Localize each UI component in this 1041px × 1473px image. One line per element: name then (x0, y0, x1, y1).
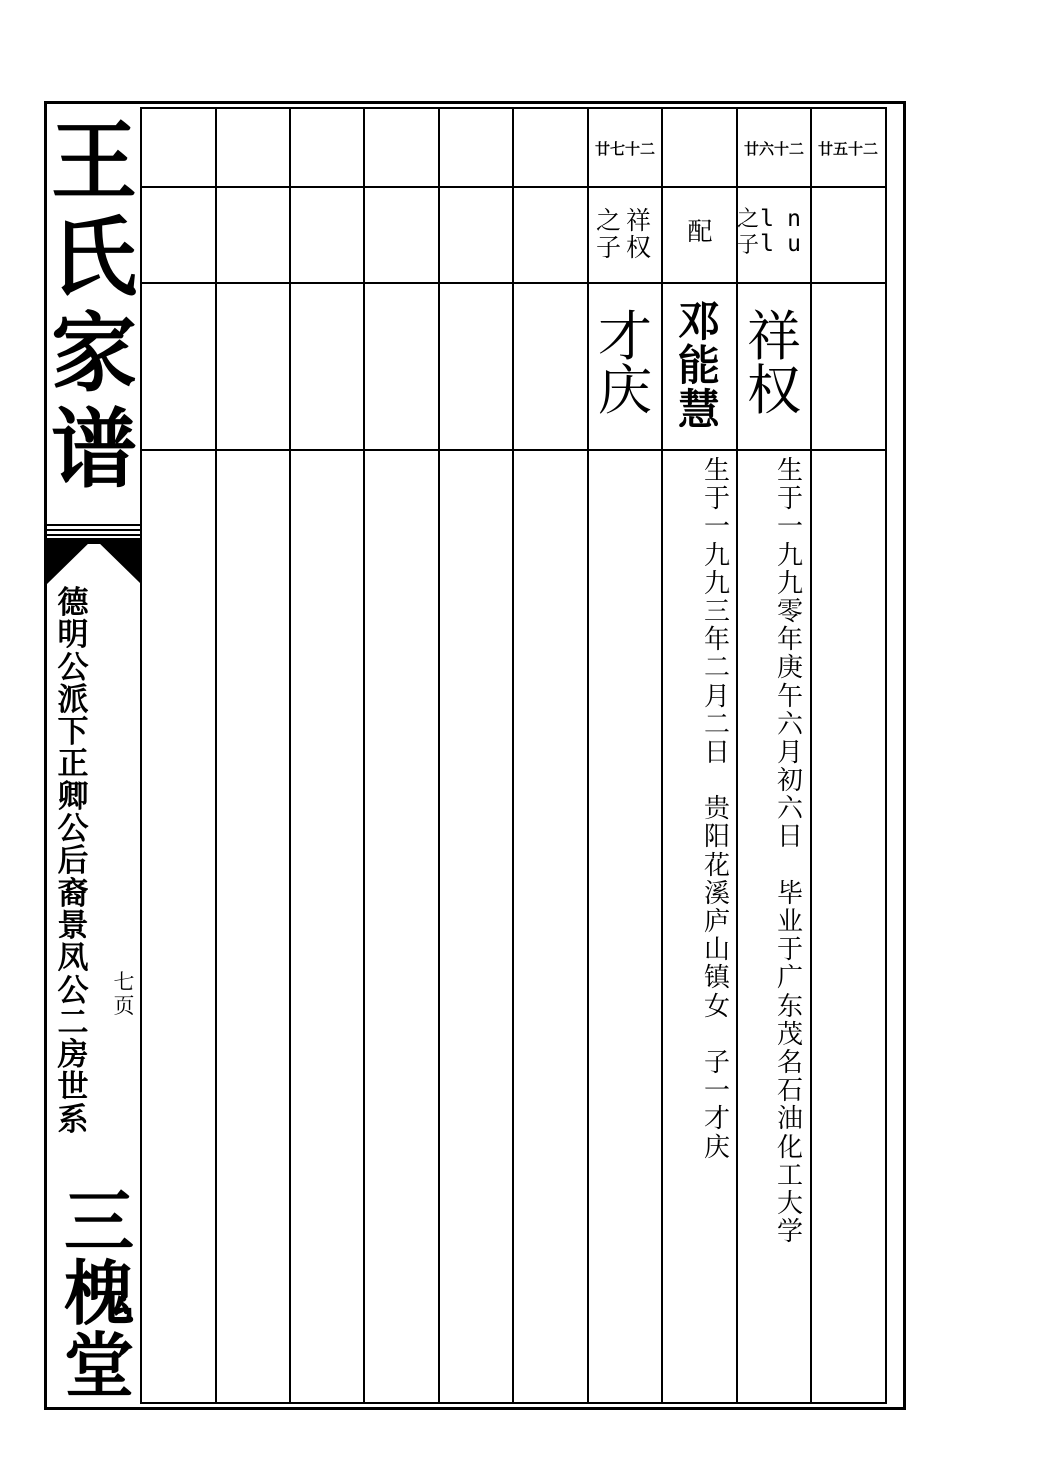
spouse-biography-char: 三 (703, 596, 730, 627)
person-name-xiangquan-char: 权 (747, 359, 801, 422)
xiangquan-biography-char: 庚 (776, 653, 803, 684)
spouse-biography-char: 二 (703, 709, 730, 740)
spouse-biography-char: 年 (703, 625, 730, 656)
spouse-biography-char: 溪 (703, 878, 730, 909)
subtitle-char: 派 (57, 681, 89, 718)
xiangquan-biography-char: 午 (776, 681, 803, 712)
xiangquan-biography-char: 月 (776, 737, 803, 768)
xiangquan-biography-char: 大 (776, 1188, 803, 1219)
person-name-xiangquan-char: 祥 (747, 305, 801, 368)
subtitle-char: 德 (57, 585, 89, 621)
xiangquan-biography-char: 九 (776, 568, 803, 599)
subtitle-char: 正 (57, 746, 89, 783)
spouse-biography-char: 庐 (703, 907, 730, 937)
spouse-biography-char (699, 767, 735, 795)
decorative-double-rule (47, 524, 141, 538)
subtitle-char: 公 (57, 649, 89, 686)
xiangquan-relation-mid (757, 207, 777, 257)
xiangquan-biography-char: 六 (776, 709, 803, 740)
subtitle-char: 下 (57, 714, 89, 751)
hall-name-char: 堂 (64, 1324, 134, 1407)
caiqing-relation-right (626, 207, 652, 261)
spouse-biography-char: 九 (703, 540, 730, 571)
title-char-3: 家 (51, 303, 137, 404)
subtitle-char: 凤 (57, 940, 89, 977)
title-column (47, 104, 141, 1407)
xiangquan-relation-right (784, 207, 804, 257)
spouse-biography-char: 一 (703, 1076, 730, 1107)
page-number-char: 页 (113, 994, 135, 1018)
xiangquan-biography-char: 油 (776, 1104, 803, 1135)
xiangquan-biography-char: 日 (776, 822, 803, 853)
hall-name-char: 槐 (64, 1252, 134, 1335)
spouse-biography-char: 贵 (703, 794, 730, 825)
xiangquan-biography-char (772, 852, 808, 880)
xiangquan-biography-char: 毕 (776, 878, 803, 909)
xiangquan-biography-char: 工 (776, 1160, 803, 1191)
spouse-biography (699, 457, 735, 1162)
xiangquan-biography-char: 茂 (776, 1019, 803, 1050)
xiangquan-relation-left (737, 207, 760, 259)
person-name-spouse (662, 297, 736, 434)
subtitle-char: 景 (57, 907, 89, 944)
subtitle-char: 世 (57, 1069, 89, 1106)
spouse-biography-char: 九 (703, 568, 730, 599)
genealogy-title (47, 111, 141, 500)
spouse-biography-char: 生 (703, 456, 730, 486)
xiangquan-biography-char: 化 (776, 1132, 803, 1163)
xiangquan-biography-char: 于 (776, 484, 803, 515)
spouse-biography-char: 阳 (703, 822, 730, 853)
subtitle-char: 裔 (57, 875, 89, 912)
xiangquan-relation-mid-char: l (760, 206, 774, 232)
spouse-biography-char: 女 (703, 991, 730, 1022)
spouse-biography-char: 于 (703, 484, 730, 515)
subtitle-char: 公 (57, 811, 89, 848)
subtitle-char: 房 (57, 1037, 89, 1074)
title-char-4: 谱 (51, 399, 137, 500)
spouse-biography-char (699, 1021, 735, 1049)
spouse-biography-char: 山 (703, 935, 730, 966)
hall-name (57, 1180, 141, 1407)
xiangquan-biography-char: 于 (776, 935, 803, 966)
person-name-spouse-char: 慧 (677, 385, 720, 434)
subtitle-char: 系 (57, 1101, 89, 1138)
generation-label-27: 廿七十二 (594, 140, 655, 158)
xiangquan-relation-left-char: 子 (737, 233, 760, 258)
person-name-spouse-char: 能 (677, 341, 720, 390)
xiangquan-biography-char: 一 (776, 512, 803, 543)
subtitle-char: 卿 (57, 778, 89, 815)
spouse-biography-char: 花 (703, 850, 730, 881)
subtitle-char: 二 (57, 1004, 89, 1041)
caiqing-relation-left-char: 子 (596, 233, 622, 262)
spouse-biography-char: 二 (703, 653, 730, 684)
xiangquan-biography-char: 六 (776, 794, 803, 825)
xiangquan-relation-mid-char: l (760, 231, 774, 257)
xiangquan-relation-left-char: 之 (737, 207, 760, 232)
xiangquan-biography-char: 业 (776, 907, 803, 937)
generation-label-25: 廿五十二 (817, 140, 878, 158)
spouse-biography-char: 子 (703, 1047, 730, 1078)
xiangquan-relation-right-char: u (787, 231, 801, 257)
caiqing-relation-left (596, 207, 622, 261)
xiangquan-biography-char: 生 (776, 456, 803, 486)
xiangquan-biography-char: 零 (776, 596, 803, 627)
person-name-caiqing-char: 庆 (598, 359, 652, 422)
page-number (111, 970, 137, 1018)
xiangquan-biography-char: 广 (776, 963, 803, 994)
person-name-caiqing-char: 才 (598, 305, 652, 368)
title-char-2: 氏 (51, 207, 137, 308)
spouse-relation: 配 (687, 217, 713, 246)
title-char-1: 王 (51, 111, 137, 212)
xiangquan-biography-char: 学 (776, 1217, 803, 1248)
xiangquan-biography-char: 石 (776, 1076, 803, 1107)
spouse-biography-char: 月 (703, 681, 730, 712)
caiqing-relation-right-char: 权 (626, 233, 652, 262)
xiangquan-biography-char: 初 (776, 766, 803, 797)
person-name-spouse-char: 邓 (677, 297, 720, 346)
spouse-biography-char: 日 (703, 737, 730, 768)
caiqing-relation-left-char: 之 (596, 206, 622, 235)
xiangquan-relation-right-char: n (787, 206, 801, 232)
subtitle-char: 明 (57, 617, 89, 654)
spouse-biography-char: 庆 (703, 1132, 730, 1163)
spouse-biography-char: 才 (703, 1104, 730, 1135)
spouse-biography-char: 一 (703, 512, 730, 543)
generation-label-26: 廿六十二 (743, 140, 804, 158)
hall-name-char: 三 (64, 1180, 134, 1263)
caiqing-relation-right-char: 祥 (626, 206, 652, 235)
xiangquan-biography-char: 九 (776, 540, 803, 571)
page-number-char: 七 (113, 970, 135, 994)
xiangquan-biography-char: 名 (776, 1047, 803, 1078)
xiangquan-biography (772, 457, 808, 1246)
spouse-biography-char: 镇 (703, 963, 730, 994)
subtitle-char: 公 (57, 972, 89, 1009)
xiangquan-biography-char: 东 (776, 991, 803, 1022)
xiangquan-biography-char: 年 (776, 625, 803, 656)
person-name-caiqing (588, 305, 662, 422)
subtitle-char: 后 (57, 843, 89, 880)
lineage-subtitle (53, 587, 93, 1136)
person-name-xiangquan (737, 305, 811, 422)
decorative-fishtail (47, 538, 141, 584)
